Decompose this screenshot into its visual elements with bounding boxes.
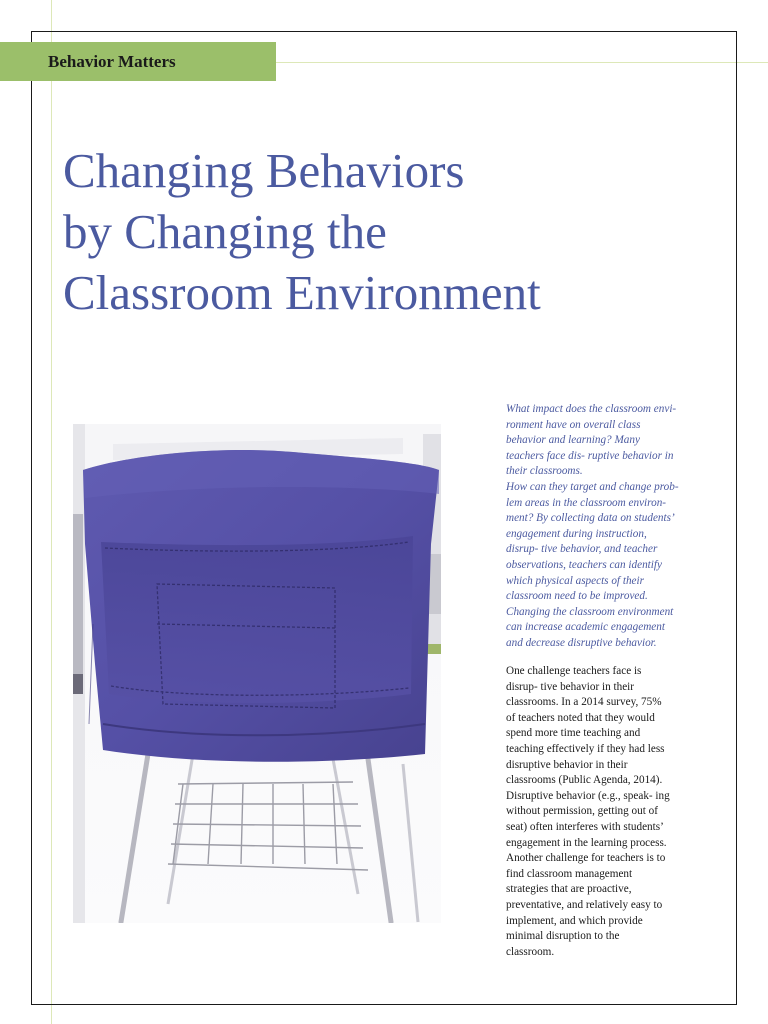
body-line: classrooms. In a 2014 survey, 75%	[506, 696, 662, 709]
body-line: seat) often interferes with students’	[506, 820, 664, 833]
lede-line: classroom need to be improved.	[506, 590, 648, 603]
chair-pocket-photo	[73, 424, 441, 923]
body-line: disruptive behavior in their	[506, 758, 628, 771]
lede-line: behavior and learning? Many	[506, 434, 640, 447]
lede-line: engagement during instruction,	[506, 527, 647, 540]
lede-line: ronment have on overall class	[506, 418, 641, 431]
body-line: preventative, and relatively easy to	[506, 898, 663, 911]
lede-line: ment? By collecting data on students’	[506, 512, 675, 525]
lede-line: can increase academic engagement	[506, 621, 665, 634]
lede-line: What impact does the classroom envi-	[506, 403, 677, 415]
lede-line: and decrease disruptive behavior.	[506, 636, 657, 649]
body-line: without permission, getting out of	[506, 805, 658, 818]
body-line: implement, and which provide	[506, 914, 643, 927]
title-line: Classroom Environment	[63, 265, 541, 320]
lede-line: their classrooms.	[506, 465, 583, 478]
body-line: disrup- tive behavior in their	[506, 680, 635, 693]
lede-line: which physical aspects of their	[506, 574, 644, 587]
article-body	[506, 664, 704, 960]
section-tab	[0, 42, 276, 81]
lede-line: lem areas in the classroom environ-	[506, 496, 667, 509]
lede-line: disrup- tive behavior, and teacher	[506, 543, 658, 556]
body-line: minimal disruption to the	[506, 930, 620, 943]
body-line: Disruptive behavior (e.g., speak- ing	[506, 789, 670, 802]
lede-line: Changing the classroom environment	[506, 605, 674, 618]
lede-line: observations, teachers can identify	[506, 558, 662, 571]
section-label: Behavior Matters	[48, 51, 176, 71]
lede-line: teachers face dis- ruptive behavior in	[506, 449, 674, 462]
body-line: strategies that are proactive,	[506, 883, 632, 896]
body-line: classrooms (Public Agenda, 2014).	[506, 774, 663, 787]
body-line: Another challenge for teachers is to	[506, 852, 666, 865]
body-line: classroom.	[506, 945, 555, 958]
body-line: of teachers noted that they would	[506, 711, 655, 724]
title-line: Changing Behaviors	[63, 143, 465, 198]
body-line: spend more time teaching and	[506, 727, 641, 740]
article-lede	[506, 402, 698, 652]
body-line: teaching effectively if they had less	[506, 742, 665, 755]
body-line: engagement in the learning process.	[506, 836, 667, 849]
body-line: find classroom management	[506, 867, 633, 880]
body-line: One challenge teachers face is	[506, 665, 642, 677]
title-line: by Changing the	[63, 204, 387, 259]
article-title	[63, 140, 703, 323]
lede-line: How can they target and change prob-	[506, 480, 679, 493]
